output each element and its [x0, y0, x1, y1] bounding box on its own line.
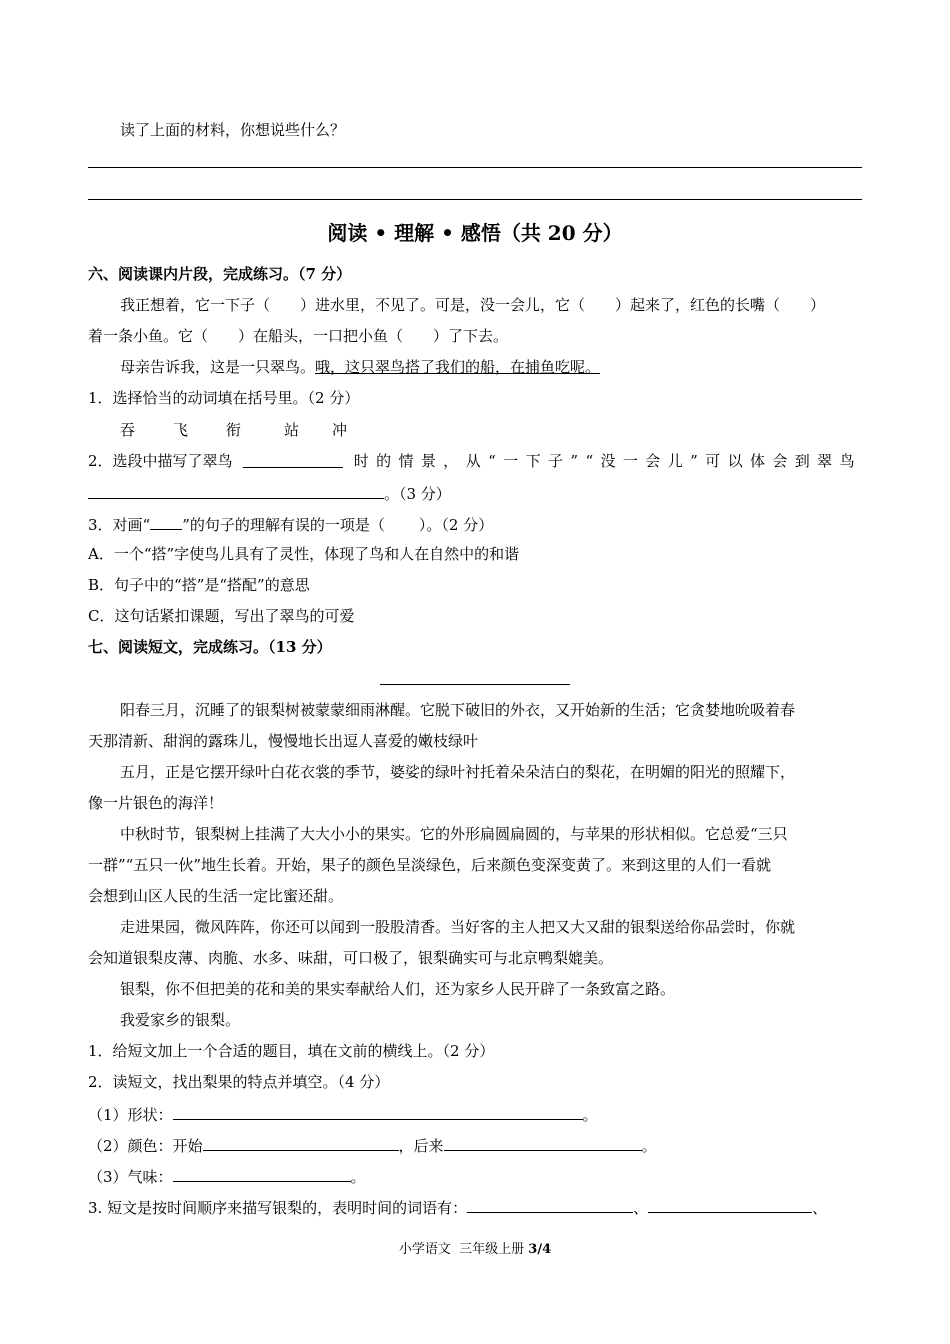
- title-blank-line[interactable]: [380, 684, 570, 685]
- answer-line-1[interactable]: [88, 167, 862, 168]
- para1-line-2: 天那清新、甜润的露珠儿，慢慢地长出逗人喜爱的嫩枝绿叶: [88, 732, 479, 750]
- q6-passage-line-2: 着一条小鱼。它（ ）在船头，一口把小鱼（ ）了下去。: [88, 327, 509, 345]
- section-title: 阅读 • 理解 • 感悟（共 20 分）: [327, 221, 623, 245]
- verb-4: 站: [284, 421, 300, 439]
- underline-marker: [150, 513, 182, 530]
- verb-3: 衔: [226, 421, 242, 439]
- page-number: 3/4: [528, 1242, 552, 1257]
- q7-sub-1: （1）形状： 。: [88, 1103, 598, 1125]
- q6-item-1: 1．选择恰当的动词填在括号里。（2 分）: [88, 389, 360, 407]
- blank-shape[interactable]: [173, 1103, 583, 1120]
- blank-item2-b[interactable]: [88, 482, 384, 499]
- underlined-sentence: 哦，这只翠鸟搭了我们的船，在捕鱼吃呢。: [315, 358, 601, 376]
- para3-line-3: 会想到山区人民的生活一定比蜜还甜。: [88, 887, 344, 905]
- q6-item-2-line-2: 。（3 分）: [88, 482, 451, 504]
- para5: 银梨，你不但把美的花和美的果实奉献给人们，还为家乡人民开辟了一条致富之路。: [120, 980, 676, 998]
- para2-line-2: 像一片银色的海洋！: [88, 794, 224, 812]
- page-footer: 小学语文 三年级上册 3/4: [398, 1242, 552, 1257]
- q6-heading: 六、阅读课内片段，完成练习。（7 分）: [88, 265, 352, 283]
- blank-smell[interactable]: [173, 1165, 351, 1182]
- para6: 我爱家乡的银梨。: [120, 1011, 241, 1029]
- answer-line-2[interactable]: [88, 199, 862, 200]
- verb-5: 冲: [332, 421, 348, 439]
- para4-line-1: 走进果园，微风阵阵，你还可以闻到一股股清香。当好客的主人把又大又甜的银梨送给你品尝时，你就: [120, 918, 796, 936]
- para2-line-1: 五月，正是它摆开绿叶白花衣裳的季节，婆娑的绿叶衬托着朵朵洁白的梨花，在明媚的阳光的照耀下，: [120, 763, 796, 781]
- option-a[interactable]: A．一个“搭”字使鸟儿具有了灵性，体现了鸟和人在自然中的和谐: [88, 545, 520, 563]
- prompt-read: 读了上面的材料，你想说些什么？: [120, 121, 346, 139]
- q6-item-3: 3．对画“ ”的句子的理解有误的一项是（ ）。（2 分）: [88, 513, 493, 535]
- verb-1: 吞: [120, 421, 136, 439]
- blank-color-start[interactable]: [203, 1134, 399, 1151]
- q7-sub-2: （2）颜色：开始 ，后来 。: [88, 1134, 657, 1156]
- q7-item-2: 2．读短文，找出梨果的特点并填空。（4 分）: [88, 1073, 390, 1091]
- q6-passage-line-3: 母亲告诉我，这是一只翠鸟。哦，这只翠鸟搭了我们的船，在捕鱼吃呢。: [120, 358, 601, 376]
- q6-item-2-line-1: 2．选段中描写了翠鸟 时的情景，从“一下子”“没一会儿”可以体会到翠鸟: [88, 452, 862, 470]
- option-c[interactable]: C．这句话紧扣课题，写出了翠鸟的可爱: [88, 607, 355, 625]
- verb-choices: [120, 420, 347, 440]
- q7-heading: 七、阅读短文，完成练习。（13 分）: [88, 638, 332, 656]
- q7-item-1: 1．给短文加上一个合适的题目，填在文前的横线上。（2 分）: [88, 1042, 495, 1060]
- q7-sub-3: （3）气味： 。: [88, 1165, 366, 1187]
- para1-line-1: 阳春三月，沉睡了的银梨树被蒙蒙细雨淋醒。它脱下破旧的外衣，又开始新的生活；它贪婪地吮吸着春: [120, 701, 796, 719]
- para3-line-1: 中秋时节，银梨树上挂满了大大小小的果实。它的外形扁圆扁圆的，与苹果的形状相似。它总爱“三只: [120, 825, 788, 843]
- blank-item2-a[interactable]: [243, 451, 343, 468]
- q6-passage-line-1: 我正想着，它一下子（ ）进水里，不见了。可是，没一会儿，它（ ）起来了，红色的长嘴（ ）: [120, 296, 826, 314]
- verb-2: 飞: [173, 421, 189, 439]
- para4-line-2: 会知道银梨皮薄、肉脆、水多、味甜，可口极了，银梨确实可与北京鸭梨媲美。: [88, 949, 614, 967]
- option-b[interactable]: B．句子中的“搭”是“搭配”的意思: [88, 576, 310, 594]
- para3-line-2: 一群”“五只一伙”地生长着。开始，果子的颜色呈淡绿色，后来颜色变深变黄了。来到这里的人们一看就: [88, 856, 772, 874]
- q7-item-3: 3. 短文是按时间顺序来描写银梨的，表明时间的词语有： 、 、: [88, 1196, 827, 1218]
- blank-time-2[interactable]: [648, 1196, 812, 1213]
- blank-color-later[interactable]: [444, 1134, 642, 1151]
- blank-time-1[interactable]: [467, 1196, 633, 1213]
